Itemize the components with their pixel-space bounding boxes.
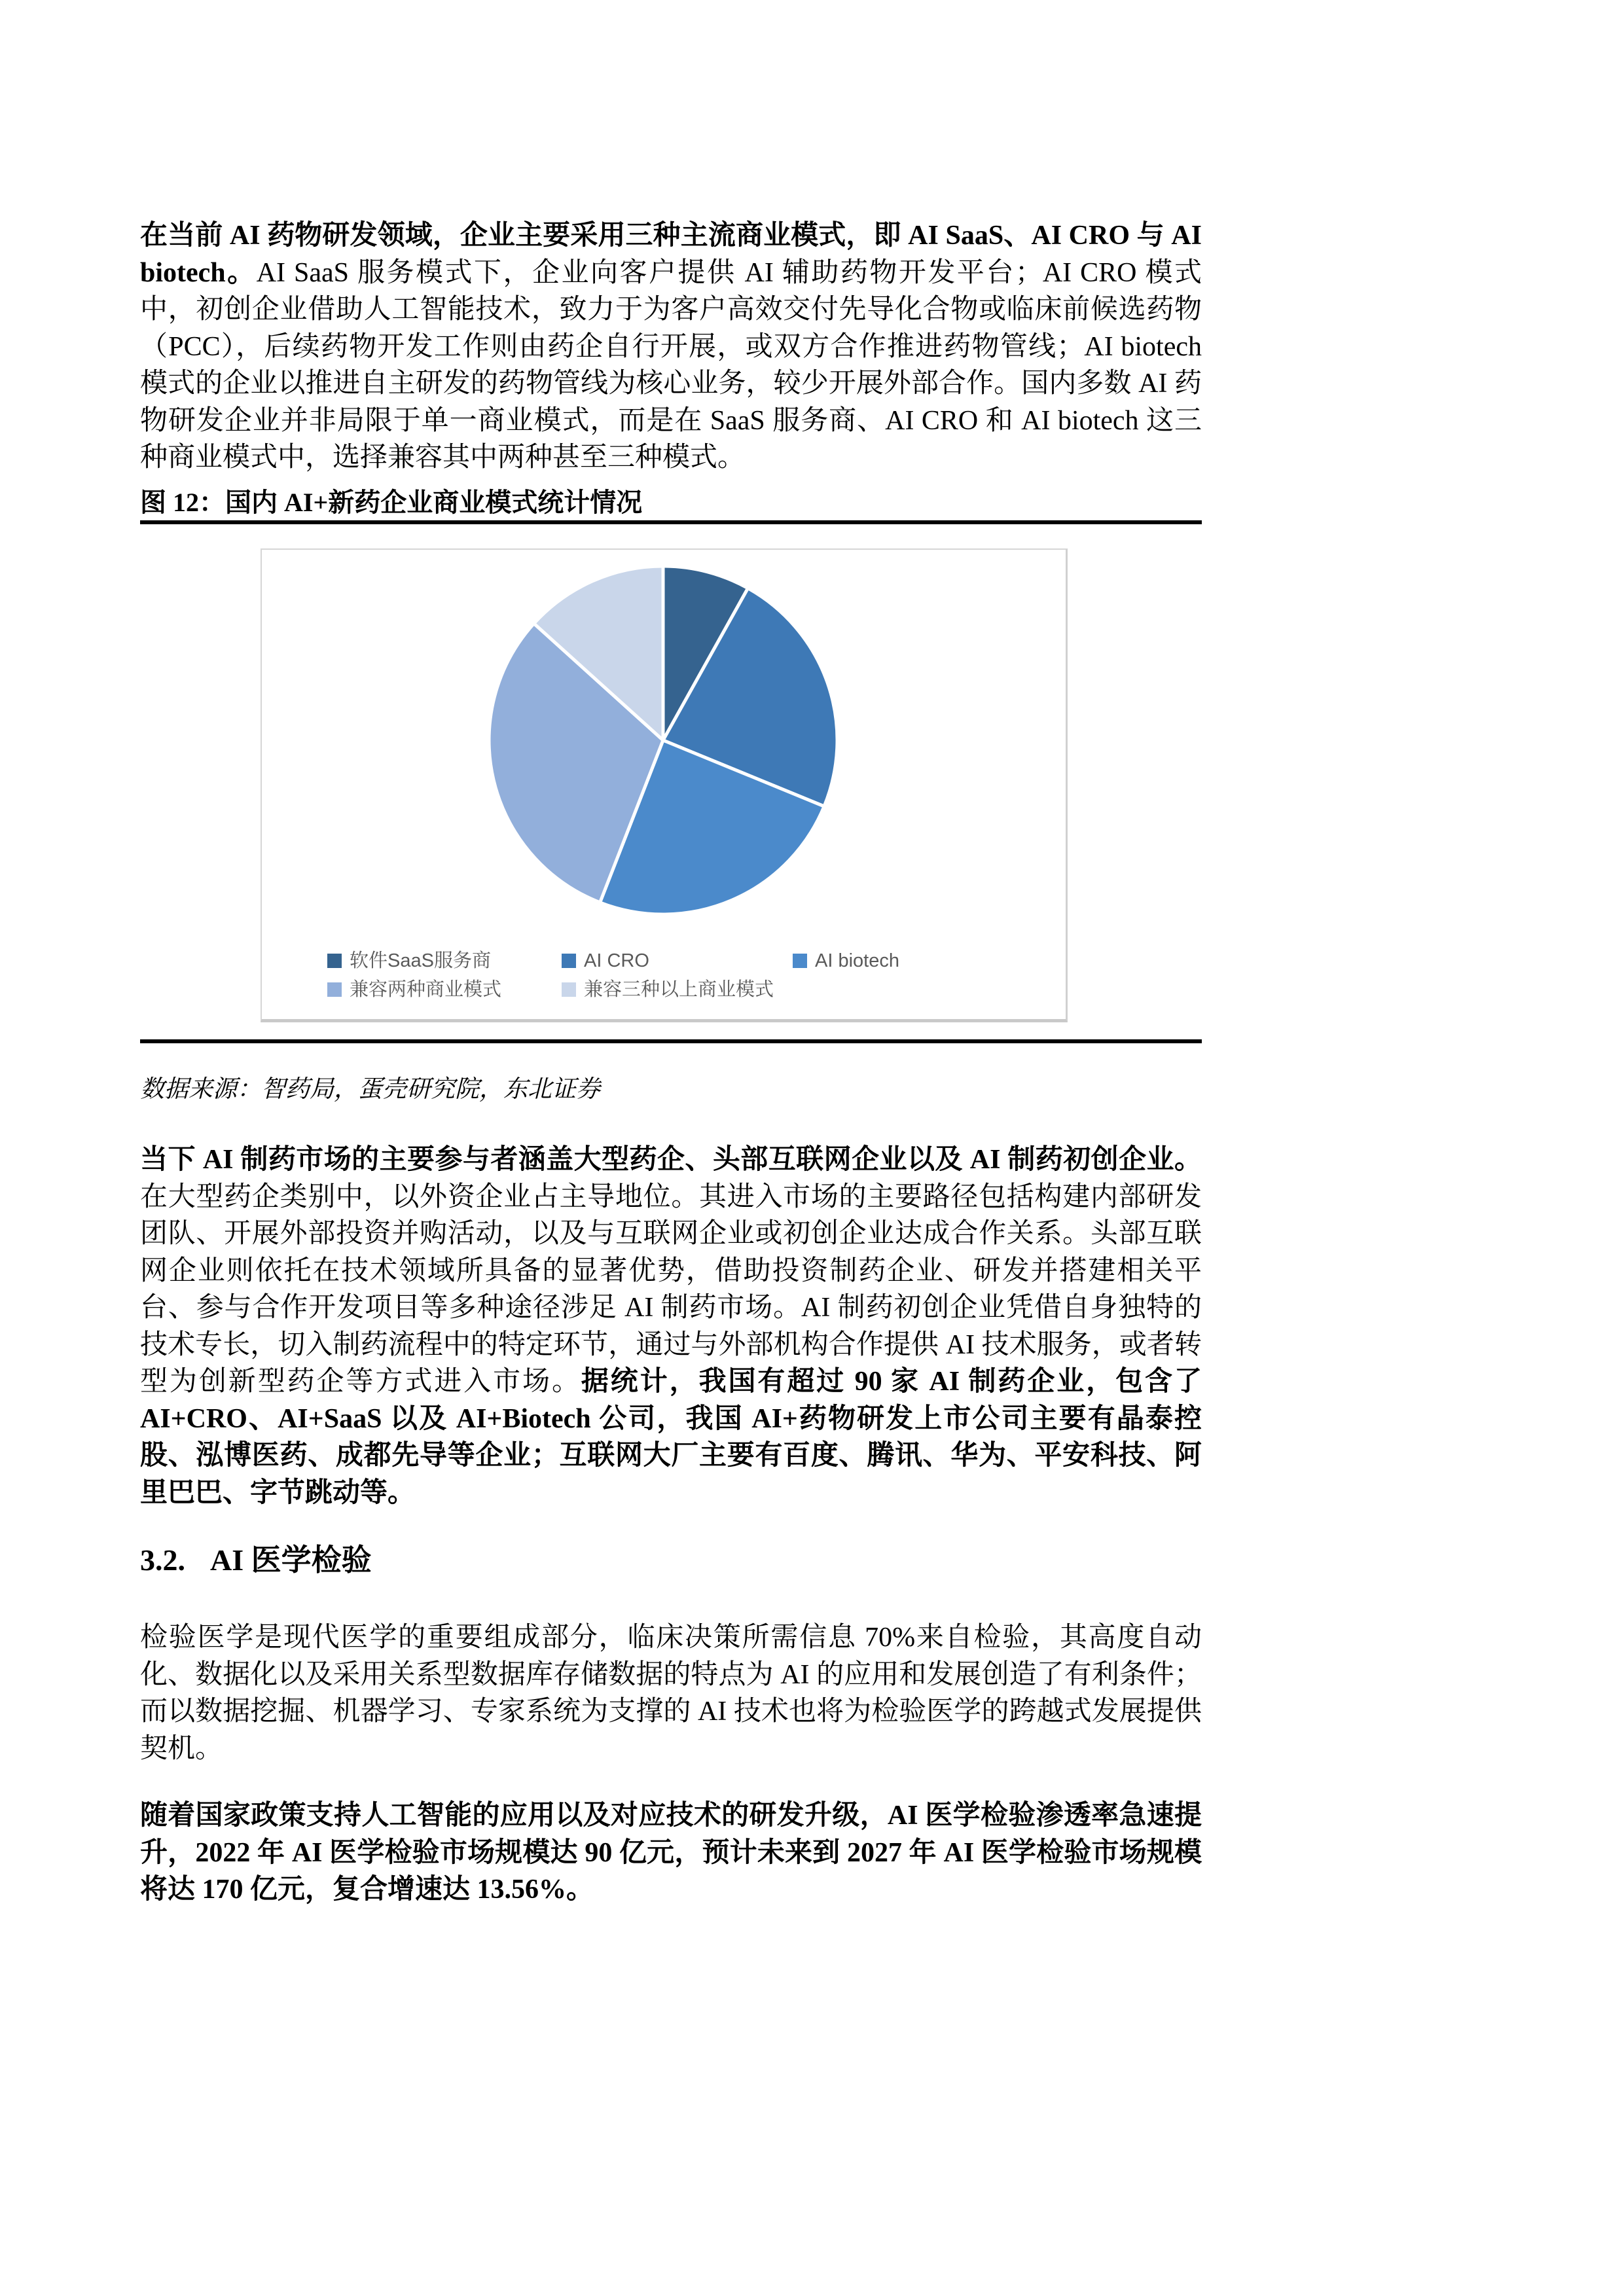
section-number: 3.2. <box>140 1543 185 1577</box>
section-title: AI 医学检验 <box>210 1543 372 1577</box>
legend-item-three-plus-modes <box>562 979 793 1000</box>
paragraph-business-models <box>140 217 1202 476</box>
paragraph2-middle: 在大型药企类别中，以外资企业占主导地位。其进入市场的主要路径包括构建内部研发团队、开展外部投资并购活动，以及与互联网企业或初创企业达成合作关系。头部互联网企业则依托在技术领域所具备的显著优势，借助投资制药企业、研发并搭建相关平台、参与合作开发项目等多种途径涉足 AI 制药市场。AI 制药初创企业凭借自身独特的技术专长，切入制药流程中的特定环节，通过与外部机构合作提供 AI 技术服务，或者转型为创新型药企等方式进入市场。 <box>140 1181 1202 1397</box>
section-heading <box>140 1542 1202 1579</box>
paragraph1-bold-lead: 在当前 AI 药物研发领域，企业主要采用三种主流商业模式，即 AI SaaS、AI CRO 与 AI biotech。 <box>140 221 1202 288</box>
paragraph-lab-medicine: 检验医学是现代医学的重要组成部分，临床决策所需信息 70%来自检验，其高度自动化、数据化以及采用关系型数据库存储数据的特点为 AI 的应用和发展创造了有利条件；而以数据挖掘、机器学习、专家系统为支撑的 AI 技术也将为检验医学的跨越式发展提供契机。 <box>140 1623 1202 1764</box>
legend-label: 兼容三种以上商业模式 <box>584 979 774 1000</box>
paragraph-market-forecast: 随着国家政策支持人工智能的应用以及对应技术的研发升级，AI 医学检验渗透率急速提升，2022 年 AI 医学检验市场规模达 90 亿元，预计未来到 2027 年 AI 医学检验市场规模将达 170 亿元，复合增速达 13.56%。 <box>140 1801 1202 1905</box>
paragraph1-rest: AI SaaS 服务模式下，企业向客户提供 AI 辅助药物开发平台；AI CRO 模式中，初创企业借助人工智能技术，致力于为客户高效交付先导化合物或临床前候选药物（PCC），后续药物开发工作则由药企自行开展，或双方合作推进药物管线；AI biotech 模式的企业以推进自主研发的药物管线为核心业务，较少开展外部合作。国内多数 AI 药物研发企业并非局限于单一商业模式，而是在 SaaS 服务商、AI CRO 和 AI biotech 这三种商业模式中，选择兼容其中两种甚至三种模式。 <box>140 257 1202 473</box>
legend-item-two-modes <box>327 979 562 1000</box>
legend-marker-icon <box>793 954 807 968</box>
data-source: 数据来源：智药局，蛋壳研究院，东北证券 <box>140 1076 600 1103</box>
chart-panel <box>261 548 1068 1022</box>
legend-label: 兼容两种商业模式 <box>350 979 502 1000</box>
legend-label: 软件SaaS服务商 <box>350 950 491 971</box>
figure-title-rule <box>140 520 1202 524</box>
chart-legend <box>327 950 899 1000</box>
paragraph-market-participants <box>140 1141 1202 1511</box>
paragraph2-bold-lead: 当下 AI 制药市场的主要参与者涵盖大型药企、头部互联网企业以及 AI 制药初创企业。 <box>140 1145 1202 1175</box>
legend-marker-icon <box>327 982 342 997</box>
legend-label: AI CRO <box>584 950 649 971</box>
legend-marker-icon <box>562 982 576 997</box>
legend-marker-icon <box>327 954 342 968</box>
legend-marker-icon <box>562 954 576 968</box>
figure-bottom-rule <box>140 1039 1202 1043</box>
legend-item-saas <box>327 950 562 971</box>
legend-label: AI biotech <box>815 950 899 971</box>
legend-item-ai-cro <box>562 950 793 971</box>
pie-chart <box>262 550 1066 1019</box>
paragraph2-bold-tail: 据统计，我国有超过 90 家 AI 制药企业，包含了 AI+CRO、AI+SaaS 以及 AI+Biotech 公司，我国 AI+药物研发上市公司主要有晶泰控股、泓博医药、成都先导等企业；互联网大厂主要有百度、腾讯、华为、平安科技、阿里巴巴、字节跳动等。 <box>140 1367 1202 1508</box>
figure-title: 图 12：国内 AI+新药企业商业模式统计情况 <box>140 488 643 517</box>
legend-item-ai-biotech <box>793 950 899 971</box>
